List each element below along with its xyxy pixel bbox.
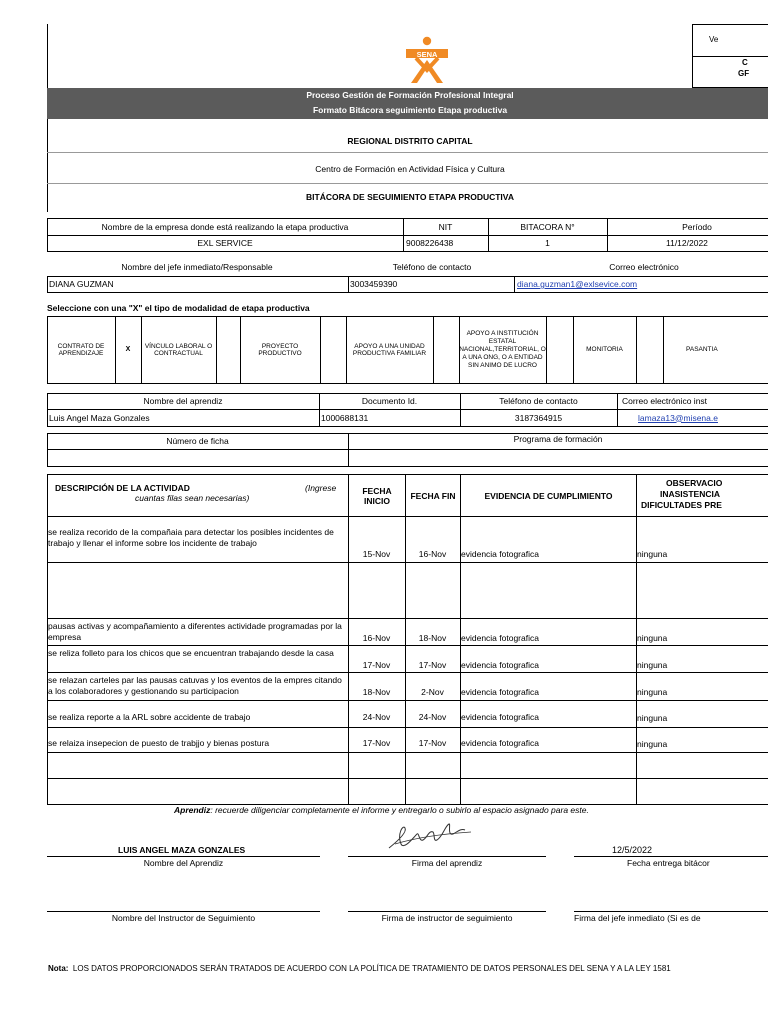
actividad-row-4-evidencia: evidencia fotografica — [461, 687, 539, 697]
format-title: Formato Bitácora seguimiento Etapa productiva — [312, 105, 508, 115]
bitacora-label: BITACORA N° — [520, 222, 575, 232]
aprendiz-note-text: : recuerde diligenciar completamente el informe y entregarlo o subirlo al espacio asignado para este. — [210, 805, 589, 815]
aprendiz-correo-label: Correo electrónico inst — [622, 396, 708, 406]
actividad-row-5-fin: 24-Nov — [418, 712, 447, 722]
observaciones-header-3: DIFICULTADES PRE — [641, 500, 722, 510]
aprendiz-label: Nombre del aprendiz — [143, 396, 223, 406]
nota-text: LOS DATOS PROPORCIONADOS SERÁN TRATADOS DE ACUERDO CON LA POLÍTICA DE TRATAMIENTO DE DATOS PERSONALES DEL SENA Y A LA LEY 1581 — [72, 964, 671, 973]
version-label: Ve — [709, 35, 719, 44]
actividad-row-6-obs: ninguna — [637, 739, 668, 749]
modalidad-monitoria: MONITORIA — [586, 346, 623, 353]
nota-label: Nota: — [48, 964, 69, 973]
firma-instructor-label: Firma de instructor de seguimiento — [381, 913, 513, 923]
actividad-row-1-fin: 16-Nov — [418, 549, 447, 559]
actividad-header: DESCRIPCIÓN DE LA ACTIVIDAD — [55, 483, 190, 493]
sena-logo — [402, 36, 452, 84]
actividad-row-6-inicio: 17-Nov — [362, 738, 391, 748]
nit-value: 9008226438 — [406, 238, 454, 248]
modalidad-title: Seleccione con una "X" el tipo de modalidad de etapa productiva — [47, 303, 310, 313]
actividad-row-2-fin: 18-Nov — [418, 633, 447, 643]
actividad-row-1-inicio: 15-Nov — [362, 549, 391, 559]
instructor-label: Nombre del Instructor de Seguimiento — [111, 913, 256, 923]
programa-label: Programa de formación — [513, 434, 603, 444]
actividad-row-5-inicio: 24-Nov — [362, 712, 391, 722]
modalidad-proyecto: PROYECTO PRODUCTIVO — [258, 342, 302, 357]
jefe-correo-link[interactable]: diana.guzman1@exlsevice.com — [517, 279, 638, 289]
modalidad-mark: X — [125, 346, 131, 353]
aprendiz-correo-link[interactable]: lamaza13@misena.e — [638, 412, 718, 423]
empresa-label: Nombre de la empresa donde está realizando la etapa productiva — [101, 222, 349, 232]
firma-aprendiz-label: Firma del aprendiz — [411, 858, 483, 868]
nota — [48, 964, 671, 973]
actividad-row-2-obs: ninguna — [637, 633, 668, 643]
aprendiz-telefono: 3187364915 — [514, 412, 563, 423]
modalidad-apoyo-institucion: APOYO A INSTITUCIÓN ESTATAL NACIONAL,TERRITORIAL, O A UNA ONG, O A ENTIDAD SIN ANIMO DE LUCRO — [459, 329, 546, 369]
regional-title: REGIONAL DISTRITO CAPITAL — [347, 136, 473, 146]
aprendiz-telefono-label: Teléfono de contacto — [499, 396, 578, 406]
actividad-row-3-obs: ninguna — [637, 660, 668, 670]
modalidad-pasantia: PASANTIA — [686, 346, 718, 353]
actividad-row-3-evidencia: evidencia fotografica — [461, 660, 539, 670]
aprendiz-note — [174, 805, 589, 815]
actividad-row-2-evidencia: evidencia fotografica — [461, 633, 539, 643]
jefe-telefono: 3003459390 — [350, 279, 398, 289]
observaciones-header-1: OBSERVACIO — [666, 478, 723, 488]
actividad-row-4-inicio: 18-Nov — [362, 687, 391, 697]
ficha-label: Número de ficha — [166, 436, 229, 446]
sena-logo-icon — [402, 36, 452, 84]
aprendiz-note-bold: Aprendiz — [174, 805, 211, 815]
actividad-row-6-fin: 17-Nov — [418, 738, 447, 748]
jefe-label: Nombre del jefe inmediato/Responsable — [121, 262, 273, 272]
actividad-row-2-desc: pausas activas y acompañamiento a diferentes actividade programadas por la empresa — [48, 621, 342, 642]
actividad-header-ingrese: (Ingrese — [305, 483, 337, 493]
actividad-header-note: cuantas filas sean necesarias) — [135, 493, 250, 503]
fecha-entrega-value: 12/5/2022 — [612, 845, 653, 855]
signature-icon — [385, 818, 475, 856]
actividad-row-1-evidencia: evidencia fotografica — [461, 549, 539, 559]
jefe-telefono-label: Teléfono de contacto — [392, 262, 472, 272]
jefe-nombre: DIANA GUZMAN — [49, 279, 114, 289]
modalidad-apoyo-familiar: APOYO A UNA UNIDAD PRODUCTIVA FAMILIAR — [352, 342, 427, 357]
firma-jefe-label: Firma del jefe inmediato (Si es de — [574, 913, 701, 923]
code-label: C — [742, 58, 748, 67]
nit-label: NIT — [438, 222, 453, 232]
aprendiz-documento: 1000688131 — [321, 412, 369, 423]
nombre-aprendiz-label: Nombre del Aprendiz — [143, 858, 224, 868]
fecha-fin-header: FECHA FIN — [410, 490, 456, 501]
aprendiz-nombre: Luis Angel Maza Gonzales — [49, 412, 150, 423]
documento-label: Documento Id. — [361, 396, 418, 406]
actividad-row-4-desc: se relazan carteles par las pausas catuvas y los eventos de la empres citando a los colaboradores y gestionando su participacion — [48, 675, 342, 696]
bitacora-value: 1 — [545, 238, 550, 248]
actividad-row-3-inicio: 17-Nov — [362, 660, 391, 670]
process-title: Proceso Gestión de Formación Profesional Integral — [306, 90, 514, 100]
actividad-row-1-desc: se realiza recorido de la compañaia para detectar los posibles incidentes de trabajo y llenar el informe sobre los incidente de trabajo — [48, 527, 334, 548]
actividad-row-1-obs: ninguna — [637, 549, 668, 559]
modalidad-vinculo: VÍNCULO LABORAL O CONTRACTUAL — [144, 342, 213, 357]
actividad-row-5-obs: ninguna — [637, 713, 668, 723]
empresa-value: EXL SERVICE — [197, 238, 253, 248]
code-label-2: GF — [738, 69, 750, 78]
sena-logo-text: SENA — [416, 50, 438, 59]
actividad-row-4-obs: ninguna — [637, 687, 668, 697]
actividad-row-4-fin: 2-Nov — [421, 687, 444, 697]
actividad-row-5-evidencia: evidencia fotografica — [461, 712, 539, 722]
actividad-row-6-evidencia: evidencia fotografica — [461, 738, 539, 748]
actividad-row-3-desc: se reliza folleto para los chicos que se encuentran trabajando desde la casa — [48, 648, 334, 658]
periodo-value: 11/12/2022 — [666, 238, 708, 248]
jefe-correo-label: Correo electrónico — [609, 262, 679, 272]
modalidad-contrato: CONTRATO DE APRENDIZAJE — [57, 342, 105, 357]
fecha-entrega-label: Fecha entrega bitácor — [627, 858, 710, 868]
observaciones-header-2: INASISTENCIA — [660, 489, 720, 499]
bitacora-title: BITÁCORA DE SEGUIMIENTO ETAPA PRODUCTIVA — [306, 192, 514, 202]
centro-title: Centro de Formación en Actividad Física y Cultura — [315, 164, 505, 174]
periodo-label: Período — [682, 222, 712, 232]
fecha-inicio-header: FECHA INICIO — [362, 485, 392, 506]
aprendiz-name-value: LUIS ANGEL MAZA GONZALES — [118, 845, 246, 855]
actividad-row-5-desc: se realiza reporte a la ARL sobre accidente de trabajo — [48, 712, 251, 722]
actividad-row-3-fin: 17-Nov — [418, 660, 447, 670]
aprendiz-signature — [385, 818, 475, 856]
actividad-row-2-inicio: 16-Nov — [362, 633, 391, 643]
evidencia-header: EVIDENCIA DE CUMPLIMIENTO — [484, 490, 613, 501]
actividad-row-6-desc: se relaiza insepecion de puesto de trabjjo y bienas postura — [48, 738, 270, 748]
